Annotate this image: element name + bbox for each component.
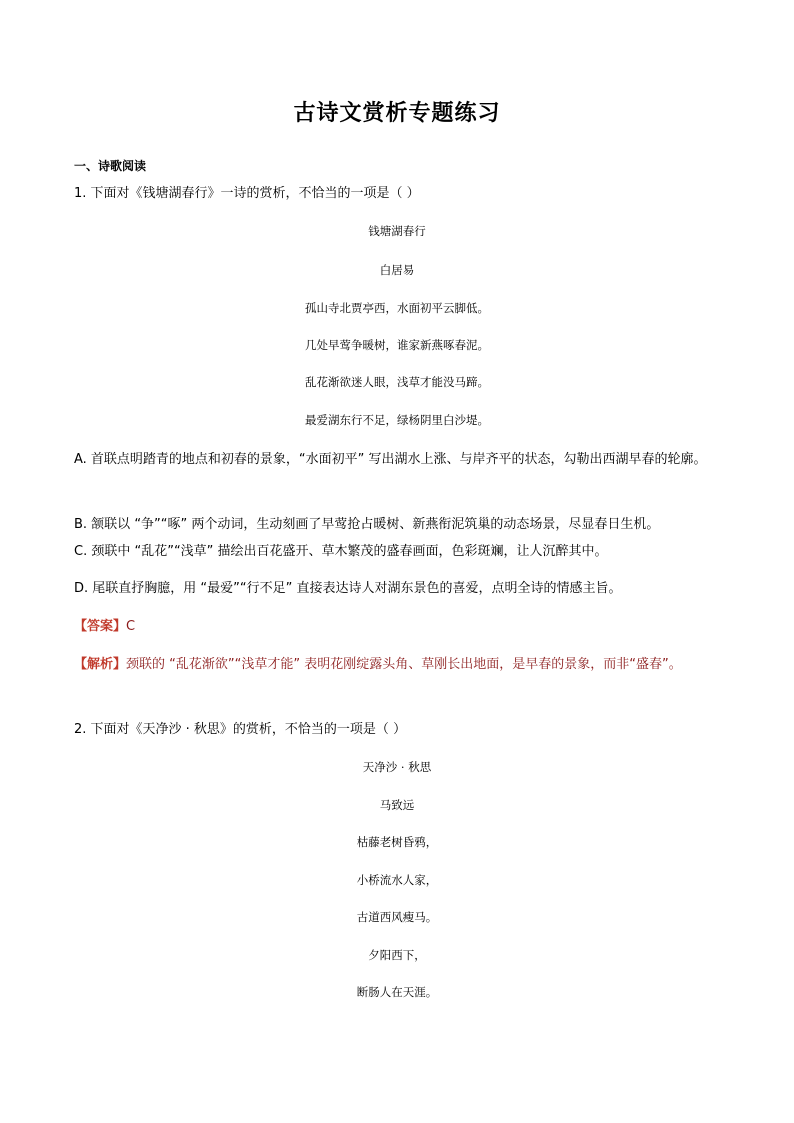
q1-option-a: A. 首联点明踏青的地点和初春的景象，“水面初平” 写出湖水上涨、与岸齐平的状态，勾勒出西湖早春的轮廓。 <box>74 452 707 467</box>
q2-poem-line: 小桥流水人家， <box>356 873 438 887</box>
q2-poem-author: 马致远 <box>379 798 415 812</box>
question-2-stem: 2. 下面对《天净沙 · 秋思》的赏析，不恰当的一项是（ ） <box>74 722 407 737</box>
q1-option-d: D. 尾联直抒胸臆，用 “最爱”“行不足” 直接表达诗人对湖东景色的喜爱，点明全诗的情感主旨。 <box>74 581 622 596</box>
page-title: 古诗文赏析专题练习 <box>293 100 501 126</box>
answer-value: C <box>126 619 136 634</box>
analysis-label: 【解析】 <box>74 657 127 672</box>
q2-poem-line: 古道西风瘦马。 <box>356 910 438 924</box>
q1-poem-title: 钱塘湖春行 <box>368 224 426 238</box>
q1-poem-line: 几处早莺争暖树，谁家新燕啄春泥。 <box>305 338 489 352</box>
q1-poem-line: 乱花渐欲迷人眼，浅草才能没马蹄。 <box>305 375 489 389</box>
q1-option-b: B. 颔联以 “争”“啄” 两个动词，生动刻画了早莺抢占暖树、新燕衔泥筑巢的动态场景，尽显春日生机。 <box>74 517 660 532</box>
q1-poem-line: 最爱湖东行不足，绿杨阴里白沙堤。 <box>305 413 489 427</box>
q2-poem-line: 枯藤老树昏鸦， <box>356 835 438 849</box>
q1-answer <box>74 611 724 642</box>
q2-poem-line: 断肠人在天涯。 <box>356 985 438 999</box>
section-heading: 一、诗歌阅读 <box>74 159 147 173</box>
q1-poem-author: 白居易 <box>379 263 415 277</box>
q2-poem-title: 天净沙 · 秋思 <box>362 760 432 774</box>
question-1-stem: 1. 下面对《钱塘湖春行》一诗的赏析，不恰当的一项是（ ） <box>74 186 420 201</box>
q1-poem-line: 孤山寺北贾亭西，水面初平云脚低。 <box>305 301 489 315</box>
answer-label: 【答案】 <box>74 619 127 634</box>
q1-option-c: C. 颈联中 “乱花”“浅草” 描绘出百花盛开、草木繁茂的盛春画面，色彩斑斓，让人沉醉其中。 <box>74 544 608 559</box>
q1-analysis <box>74 649 724 680</box>
analysis-text: 颈联的 “乱花渐欲”“浅草才能” 表明花刚绽露头角、草刚长出地面，是早春的景象，而非“盛春”。 <box>126 657 682 672</box>
q2-poem-line: 夕阳西下， <box>368 948 426 962</box>
